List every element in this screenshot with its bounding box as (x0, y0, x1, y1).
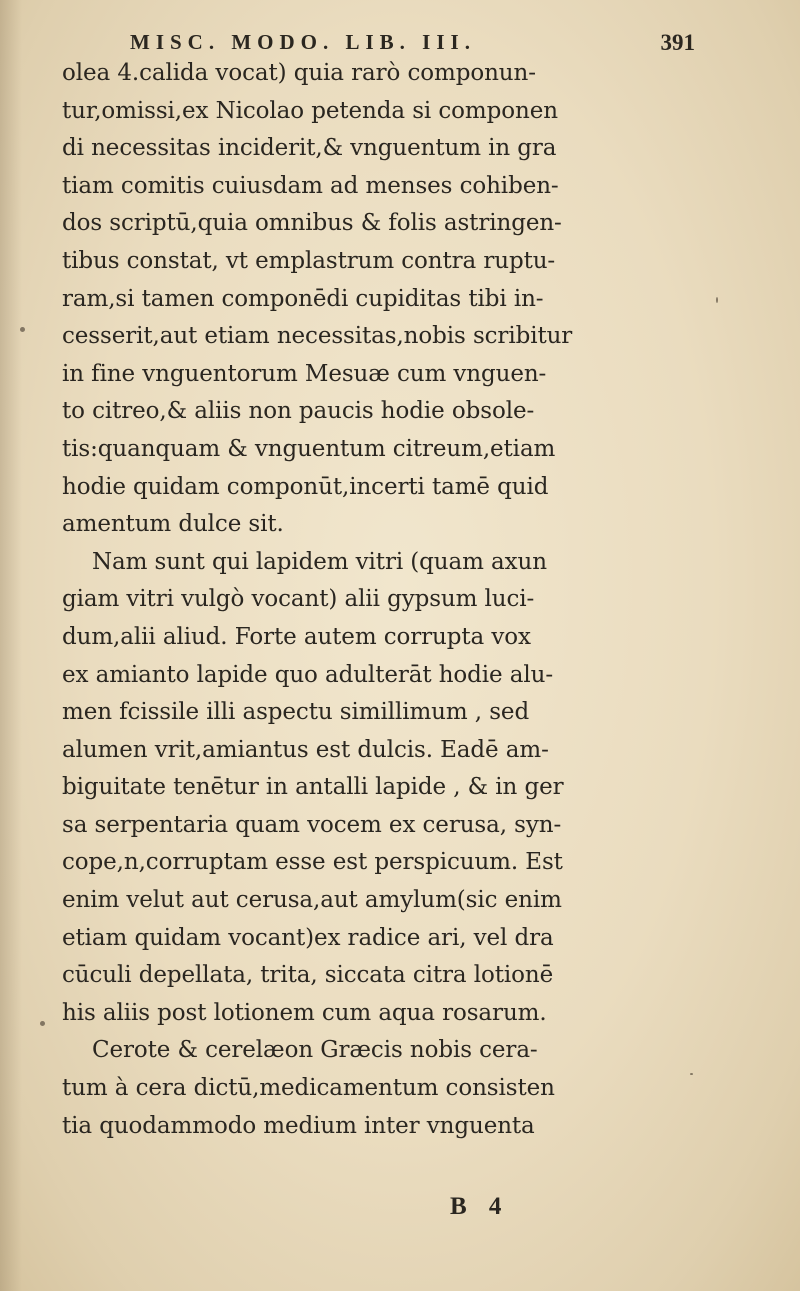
text-line: dos scriptū,quia omnibus & folis astringen- (62, 210, 562, 237)
text-line: giam vitri vulgò vocant) alii gypsum luci- (62, 586, 535, 613)
text-line: biguitate tenētur in antalli lapide , & in ger (62, 774, 564, 801)
text-line: sa serpentaria quam vocem ex cerusa, syn- (62, 811, 562, 838)
text-line: alumen vrit,amiantus est dulcis. Eadē am- (62, 736, 549, 763)
text-line: tum à cera dictū,medicamentum consisten (62, 1075, 555, 1102)
text-line: tiam comitis cuiusdam ad menses cohiben- (62, 172, 559, 199)
ink-speck (20, 327, 25, 332)
ink-speck (690, 1073, 693, 1075)
text-line: etiam quidam vocant)ex radice ari, vel dra (62, 924, 554, 951)
text-line: in fine vnguentorum Mesuæ cum vnguen- (62, 360, 547, 387)
ink-speck (716, 297, 718, 303)
text-line: ex amianto lapide quo adulterāt hodie alu- (62, 661, 554, 688)
text-line: olea 4.calida vocat) quia rarò componun- (62, 60, 536, 86)
text-line: to citreo,& aliis non paucis hodie obsole- (62, 398, 535, 425)
page-number: 391 (660, 30, 695, 55)
text-line: dum,alii aliud. Forte autem corrupta vox (62, 623, 531, 650)
text-line: cope,n,corruptam esse est perspicuum. Est (62, 849, 563, 876)
text-line: cūculi depellata, trita, siccata citra lotionē (62, 962, 554, 989)
paragraph-first-line: Nam sunt qui lapidem vitri (quam axun (92, 548, 547, 575)
text-line: tis:quanquam & vnguentum citreum,etiam (62, 435, 556, 462)
text-line: enim velut aut cerusa,aut amylum(sic enim (62, 887, 562, 914)
paragraph-first-line: Cerote & cerelæon Græcis nobis cera- (92, 1037, 538, 1064)
text-line: his aliis post lotionem cum aqua rosarum. (62, 999, 547, 1026)
signature-mark: B 4 (450, 1193, 510, 1220)
text-line: cesserit,aut etiam necessitas,nobis scribitur (62, 323, 573, 350)
text-line: di necessitas inciderit,& vnguentum in gra (62, 135, 557, 162)
text-line: amentum dulce sit. (62, 511, 284, 538)
text-line: hodie quidam componūt,incerti tamē quid (62, 473, 549, 500)
text-line: tibus constat, vt emplastrum contra ruptu- (62, 247, 556, 274)
text-line: tia quodammodo medium inter vnguenta (62, 1112, 535, 1139)
running-title: MISC. MODO. LIB. III. (130, 30, 476, 54)
text-line: tur,omissi,ex Nicolao petenda si componen (62, 97, 558, 124)
text-line: ram,si tamen componēdi cupiditas tibi in- (62, 285, 544, 312)
text-block (62, 55, 742, 1145)
ink-speck (40, 1021, 45, 1026)
text-line: men fcissile illi aspectu simillimum , sed (62, 699, 530, 726)
